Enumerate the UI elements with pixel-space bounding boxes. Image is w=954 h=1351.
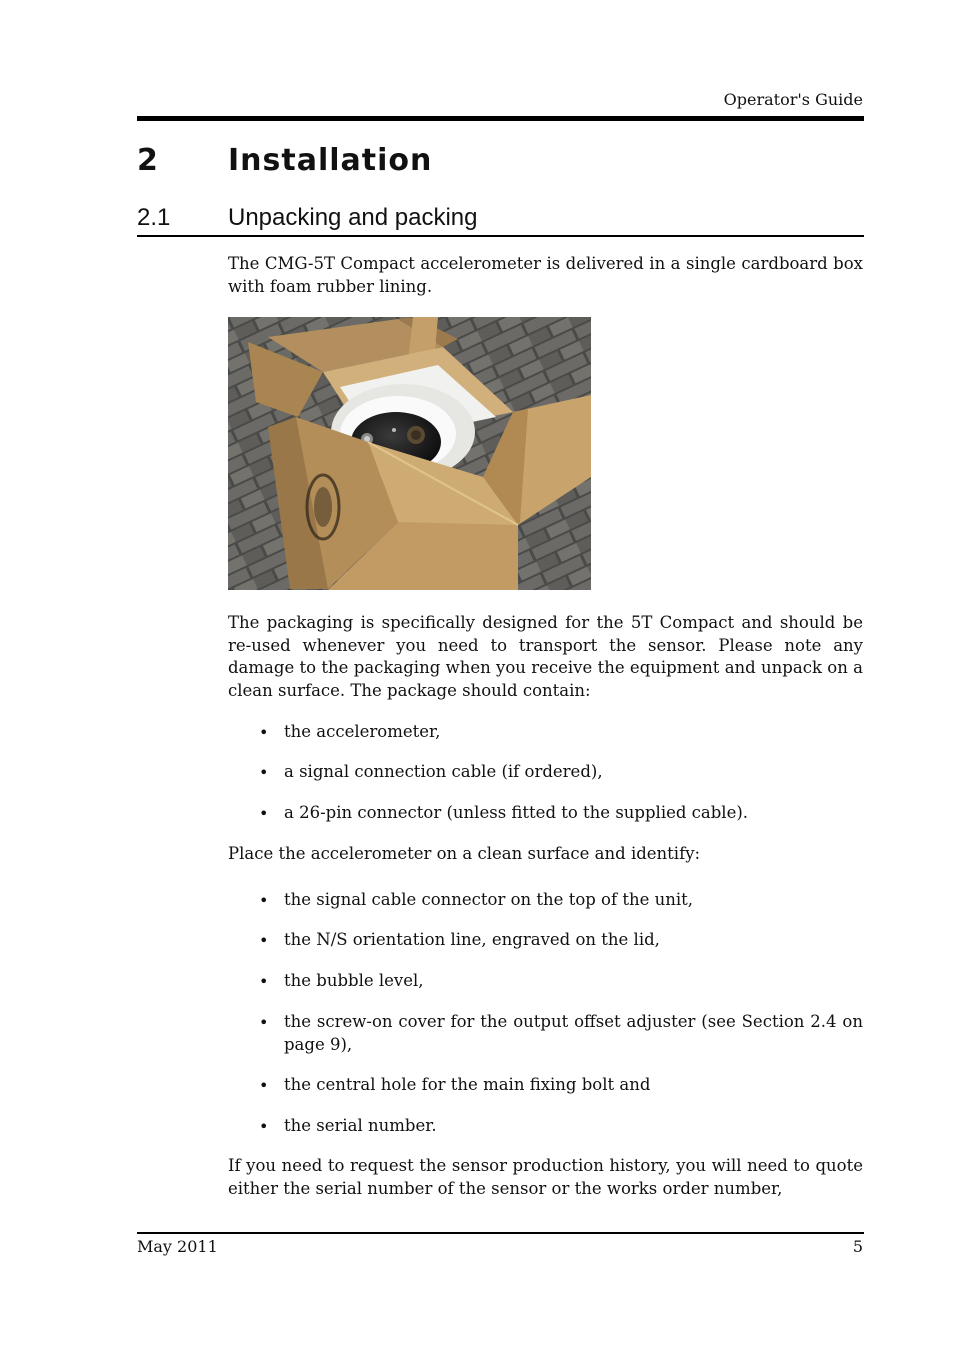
place-paragraph: Place the accelerometer on a clean surface and identify: <box>228 844 701 863</box>
section-title: Unpacking and packing <box>228 204 478 231</box>
list-item-text: the serial number. <box>284 1116 437 1135</box>
footer-date: May 2011 <box>137 1237 218 1256</box>
bullet-icon: • <box>259 804 269 823</box>
list-item-text: the bubble level, <box>284 971 424 990</box>
intro-paragraph: The CMG-5T Compact accelerometer is delivered in a single cardboard box with foam rubber lining. <box>228 254 863 296</box>
bullet-icon: • <box>259 1117 269 1136</box>
bullet-icon: • <box>259 1076 269 1095</box>
list-item-text: the accelerometer, <box>284 722 441 741</box>
chapter-title: Installation <box>228 143 433 178</box>
bullet-icon: • <box>259 723 269 742</box>
list-item-text: the screw-on cover for the output offset adjuster (see Section 2.4 on page 9), <box>284 1012 863 1054</box>
section-number: 2.1 <box>137 204 171 231</box>
history-paragraph: If you need to request the sensor production history, you will need to quote either the serial number of the sensor or the works order number, <box>228 1156 863 1198</box>
packaging-paragraph: The packaging is specifically designed for the 5T Compact and should be re-used whenever you need to transport the sensor. Please note any damage to the packaging when you receive the equipment and unpack on a clean surface. The package should contain: <box>228 613 863 701</box>
section-rule <box>137 235 864 237</box>
list-item-text: a 26-pin connector (unless fitted to the supplied cable). <box>284 803 749 822</box>
packaging-photo <box>228 317 591 590</box>
footer-rule <box>137 1232 864 1234</box>
bullet-icon: • <box>259 1013 269 1032</box>
chapter-number: 2 <box>137 143 159 178</box>
list-item-text: the N/S orientation line, engraved on the lid, <box>284 930 660 949</box>
list-item-text: the signal cable connector on the top of the unit, <box>284 890 694 909</box>
bullet-icon: • <box>259 891 269 910</box>
bullet-icon: • <box>259 972 269 991</box>
list-item-text: a signal connection cable (if ordered), <box>284 762 603 781</box>
bullet-icon: • <box>259 931 269 950</box>
list-item-text: the central hole for the main fixing bolt and <box>284 1075 651 1094</box>
page-number: 5 <box>852 1237 863 1256</box>
bullet-icon: • <box>259 763 269 782</box>
header-rule <box>137 116 864 121</box>
running-header: Operator's Guide <box>723 90 863 109</box>
